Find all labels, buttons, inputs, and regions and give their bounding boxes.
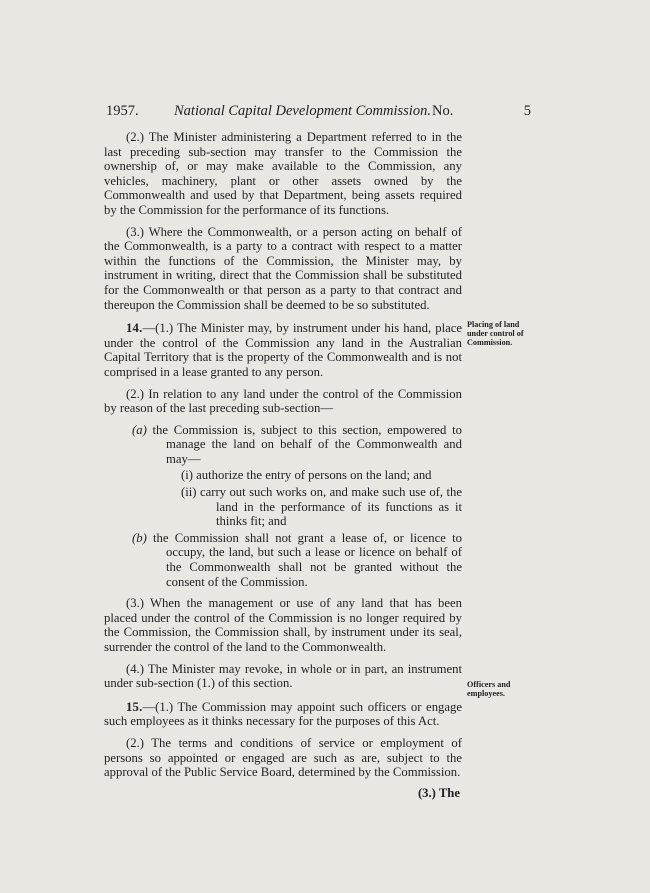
section-15-2: (2.) The terms and conditions of service or employment of persons so appointed or engaged are such as are, subject to the approval of the Public Service Board, determined by the Commission. [104,735,462,780]
paragraph-3-text: Where the Commonwealth, or a person acting on behalf of the Commonwealth, is a party to a contract with respect to a matter within the functions of the Commission, the Minister may, by instrument in writing, direct that the Commission shall be substituted for the Commonwealth or that person as a party to that contract and thereupon the Commission shall be deemed to be so substituted. [104,224,462,312]
header-title: National Capital Development Commission. [174,103,431,119]
margin-note-placing-of-land: Placing of land under control of Commission. [467,320,524,347]
item-a [104,423,462,467]
section-15-1-text: —(1.) The Commission may appoint such officers or engage such employees as it thinks necessary for the purposes of this Act. [104,699,462,729]
item-a-label: (a) [132,422,147,437]
body-text [104,130,462,800]
item-b-text: the Commission shall not grant a lease of, or licence to occupy, the land, but such a lease or licence on behalf of the Commonwealth shall not be granted without the consent of the Commission. [153,530,462,589]
item-ii-text: carry out such works on, and make such use of, the land in the performance of its functions as it thinks fit; and [199,485,463,529]
paragraph-2 [104,130,462,218]
item-i [104,468,462,483]
paragraph-3-number: (3.) [126,224,144,239]
item-a-text: the Commission is, subject to this section, empowered to manage the land on behalf of the Commonwealth and may— [152,422,462,466]
paragraph-2-text: The Minister administering a Department referred to in the last preceding sub-section may transfer to the Commission the ownership of, or may make available to the Commission, any vehicles, machinery, plant or other assets owned by the Commonwealth and used by that Department, being assets required by the Commission for the performance of its functions. [104,130,462,217]
item-i-label: (i) [181,468,193,483]
section-15-1 [104,700,462,729]
section-14-3: (3.) When the management or use of any land that has been placed under the control of the Commission is no longer required by the Commission, the Commission shall, by instrument under its seal, surrender the control of the land to the Commonwealth. [104,596,462,654]
paragraph-2-number: (2.) [126,130,144,144]
item-b-label: (b) [132,530,147,545]
catchword: (3.) The [417,785,460,800]
page-number: 5 [523,103,531,119]
running-header [106,103,531,123]
margin-note-officers: Officers and employees. [467,680,511,698]
header-year: 1957. [106,103,139,119]
section-14-number: 14. [126,321,143,336]
item-i-text: authorize the entry of persons on the land; and [196,468,432,483]
section-14-4: (4.) The Minister may revoke, in whole or in part, an instrument under sub-section (1.) of this section. [104,661,462,691]
section-14-1 [104,321,462,379]
section-14-2: (2.) In relation to any land under the control of the Commission by reason of the last preceding sub-section— [104,386,462,416]
section-14-1-text: —(1.) The Minister may, by instrument under his hand, place under the control of the Commission any land in the Australian Capital Territory that is the property of the Commonwealth and is not comprised in a lease granted to any person. [104,321,462,379]
item-ii-label: (ii) [181,485,197,500]
paragraph-3 [104,225,462,313]
item-ii [104,485,462,529]
header-act-number: No. [432,103,454,119]
section-15-number: 15. [126,699,143,714]
item-b [104,531,462,589]
